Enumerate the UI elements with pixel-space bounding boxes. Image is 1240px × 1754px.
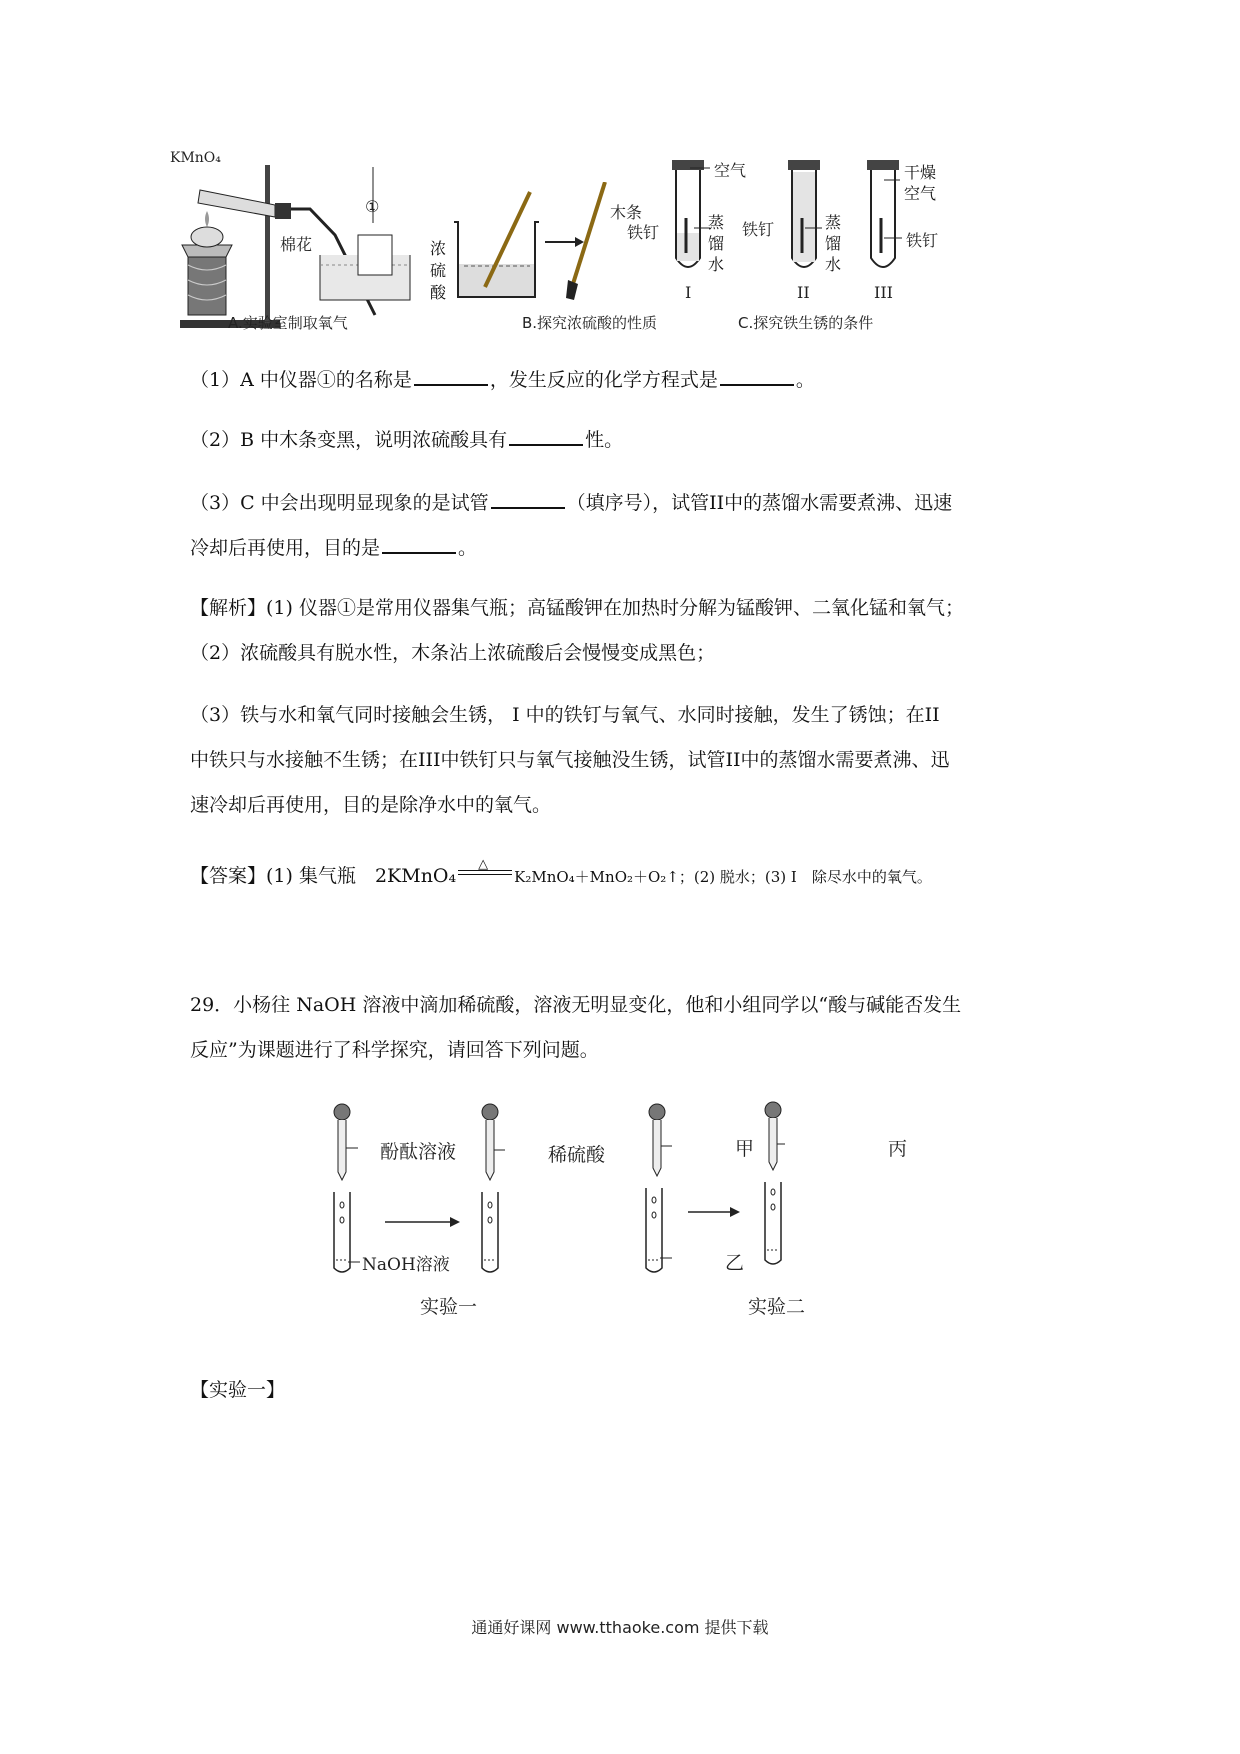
blank (509, 426, 583, 446)
heat-condition: △ (456, 860, 514, 882)
analysis-line-2: （2）浓硫酸具有脱水性，木条沾上浓硫酸后会慢慢变成黑色； (190, 642, 716, 664)
bing-label: 丙 (888, 1138, 908, 1160)
conc-acid-label: 浓 硫 酸 (430, 239, 447, 302)
distilled-water-label-2: 蒸 馏 水 (825, 213, 842, 274)
jia-label: 甲 (735, 1138, 755, 1160)
figure-b-apparatus (450, 182, 630, 307)
figure-b-caption: B.探究浓硫酸的性质 (522, 314, 658, 332)
figure-a-caption: A.实验室制取氧气 (228, 314, 348, 332)
experiment-2-label: 实验二 (748, 1296, 806, 1318)
tube-label-3: III (874, 283, 893, 302)
question-3-cont: 冷却后再使用，目的是 。 (190, 533, 1060, 563)
kmno4-label: KMnO₄ (170, 150, 221, 166)
blank (382, 534, 456, 554)
answer-line: 【答案】(1) 集气瓶 2KMnO₄ △ K₂MnO₄＋MnO₂＋O₂↑；(2) 脱水；(3) I 除尽水中的氧气。 (190, 857, 932, 887)
circled-one-label: ① (365, 197, 380, 216)
question-1: （1）A 中仪器①的名称是 ，发生反应的化学方程式是 。 (190, 365, 1060, 395)
stick-label: 木条 (610, 203, 643, 222)
dilute-acid-label: 稀硫酸 (548, 1144, 606, 1166)
blank (414, 366, 488, 386)
blank (491, 489, 565, 509)
analysis-line-1: 【解析】(1) 仪器①是常用仪器集气瓶；高锰酸钾在加热时分解为锰酸钾、二氧化锰和氧气； (190, 597, 964, 619)
analysis-line-4: 中铁只与水接触不生锈；在III中铁钉只与氧气接触没生锈，试管II中的蒸馏水需要煮沸、迅 (190, 749, 950, 771)
dry-air-label: 干燥 空气 (904, 163, 937, 203)
analysis-line-3: （3）铁与水和氧气同时接触会生锈， I 中的铁钉与氧气、水同时接触，发生了锈蚀；在II (190, 704, 940, 726)
distilled-water-label-1: 蒸 馏 水 (708, 213, 725, 274)
nail-label-3: 铁钉 (906, 231, 939, 250)
q29-line-1: 29．小杨往 NaOH 溶液中滴加稀硫酸，溶液无明显变化，他和小组同学以“酸与碱能否发生 (190, 994, 962, 1016)
footer: 通通好课网 www.tthaoke.com 提供下载 (471, 1618, 769, 1637)
blank (720, 366, 794, 386)
analysis-line-5: 速冷却后再使用，目的是除净水中的氧气。 (190, 794, 552, 816)
tube-label-2: II (797, 283, 810, 302)
cotton-label: 棉花 (280, 235, 313, 254)
tube-label-1: I (685, 283, 692, 302)
q29-line-2: 反应”为课题进行了科学探究，请回答下列问题。 (190, 1039, 599, 1061)
phenolphthalein-label: 酚酞溶液 (380, 1141, 457, 1163)
question-3: （3）C 中会出现明显现象的是试管 （填序号），试管II中的蒸馏水需要煮沸、迅速 (190, 488, 1060, 518)
section-experiment-1: 【实验一】 (190, 1379, 286, 1401)
experiment-1-label: 实验一 (420, 1296, 478, 1318)
nail-label-2: 铁钉 (742, 220, 775, 239)
question-2: （2）B 中木条变黑，说明浓硫酸具有 性。 (190, 425, 1060, 455)
naoh-label: NaOH溶液 (362, 1255, 450, 1275)
figure-c-caption: C.探究铁生锈的条件 (738, 314, 874, 332)
air-label: 空气 (714, 161, 747, 180)
yi-label: 乙 (725, 1252, 745, 1274)
nail-label-1: 铁钉 (627, 223, 660, 242)
